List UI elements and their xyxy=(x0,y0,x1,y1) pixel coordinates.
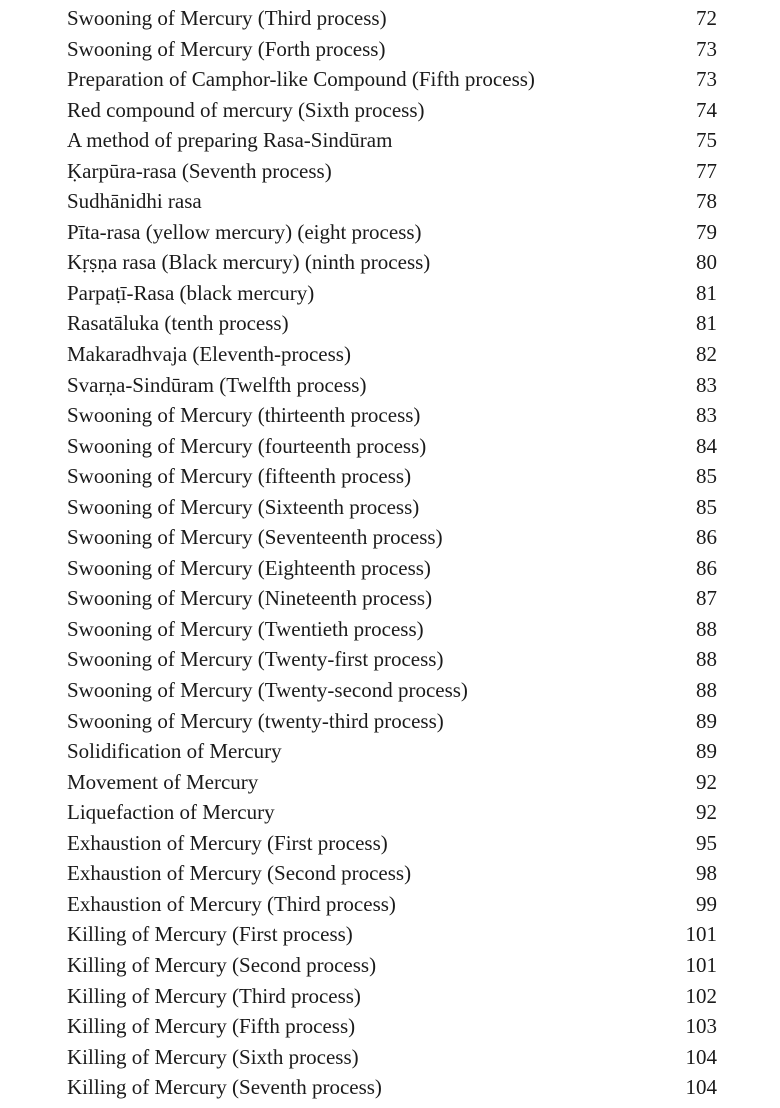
toc-entry-page-number: 77 xyxy=(696,158,717,183)
toc-entry xyxy=(67,1072,717,1103)
toc-entry xyxy=(67,400,717,431)
toc-entry-title: Swooning of Mercury (Eighteenth process) xyxy=(67,555,431,580)
toc-entry-title: A method of preparing Rasa-Sindūram xyxy=(67,128,393,153)
toc-entry-title: Swooning of Mercury (Nineteenth process) xyxy=(67,586,433,611)
toc-entry xyxy=(67,522,717,553)
toc-entry xyxy=(67,828,717,859)
toc-entry xyxy=(67,125,717,156)
toc-entry-page-number: 81 xyxy=(696,311,717,336)
toc-entry xyxy=(67,461,717,492)
toc-entry xyxy=(67,3,717,34)
toc-entry xyxy=(67,583,717,614)
toc-entry-page-number: 85 xyxy=(696,494,717,519)
toc-entry-page-number: 82 xyxy=(696,342,717,367)
toc-entry-title: Swooning of Mercury (Third process) xyxy=(67,6,387,30)
toc-entry-page-number: 104 xyxy=(685,1044,717,1069)
toc-entry xyxy=(67,186,717,217)
toc-entry-title: Swooning of Mercury (twenty-third process) xyxy=(67,708,444,733)
toc-entry-page-number: 87 xyxy=(696,586,717,611)
toc-entry-title: Exhaustion of Mercury (Second process) xyxy=(67,861,412,886)
toc-entry-title: Killing of Mercury (Third process) xyxy=(67,983,361,1008)
toc-entry xyxy=(67,981,717,1012)
toc-entry-page-number: 88 xyxy=(696,616,717,641)
toc-entry xyxy=(67,34,717,65)
toc-entry xyxy=(67,706,717,737)
toc-entry-title: Rasatāluka (tenth process) xyxy=(67,311,289,336)
toc-entry-page-number: 83 xyxy=(696,403,717,428)
toc-entry-page-number: 86 xyxy=(696,525,717,550)
toc-entry xyxy=(67,950,717,981)
toc-entry-page-number: 95 xyxy=(696,830,717,855)
toc-entry xyxy=(67,644,717,675)
toc-entry-title: Killing of Mercury (Sixth process) xyxy=(67,1044,359,1069)
toc-entry xyxy=(67,1042,717,1073)
toc-entry-page-number: 75 xyxy=(696,128,717,153)
toc-entry-title: Swooning of Mercury (Twenty-first process) xyxy=(67,647,444,672)
toc-entry-title: Makaradhvaja (Eleventh-process) xyxy=(67,342,351,367)
toc-entry-page-number: 85 xyxy=(696,464,717,489)
toc-entry-title: Sudhānidhi rasa xyxy=(67,189,202,214)
toc-entry-page-number: 98 xyxy=(696,861,717,886)
toc-entry xyxy=(67,889,717,920)
toc-entry-page-number: 88 xyxy=(696,647,717,672)
toc-entry-title: Killing of Mercury (Seventh process) xyxy=(67,1075,382,1100)
toc-entry-title: Killing of Mercury (First process) xyxy=(67,922,353,947)
toc-entry xyxy=(67,858,717,889)
toc-entry-page-number: 86 xyxy=(696,555,717,580)
toc-entry xyxy=(67,217,717,248)
toc-entry-title: Swooning of Mercury (Seventeenth process) xyxy=(67,525,443,550)
toc-entry-title: Parpaṭī-Rasa (black mercury) xyxy=(67,280,315,305)
toc-entry-title: Swooning of Mercury (Forth process) xyxy=(67,36,386,61)
toc-entry xyxy=(67,736,717,767)
toc-entry-page-number: 102 xyxy=(685,983,717,1008)
toc-entry-title: Ḳarpūra-rasa (Seventh process) xyxy=(67,158,332,183)
toc-entry xyxy=(67,370,717,401)
toc-entry-title: Exhaustion of Mercury (First process) xyxy=(67,830,388,855)
toc-entry-page-number: 83 xyxy=(696,372,717,397)
toc-entry-title: Red compound of mercury (Sixth process) xyxy=(67,97,425,122)
toc-entry xyxy=(67,797,717,828)
table-of-contents xyxy=(67,3,717,1103)
toc-entry-page-number: 73 xyxy=(696,36,717,61)
toc-entry-title: Movement of Mercury xyxy=(67,769,259,794)
toc-entry-title: Pīta-rasa (yellow mercury) (eight process) xyxy=(67,219,422,244)
toc-entry-title: Swooning of Mercury (fourteenth process) xyxy=(67,433,427,458)
toc-entry xyxy=(67,64,717,95)
toc-entry-page-number: 89 xyxy=(696,739,717,764)
toc-entry-page-number: 88 xyxy=(696,678,717,703)
toc-entry-title: Liquefaction of Mercury xyxy=(67,800,275,825)
toc-entry xyxy=(67,431,717,462)
toc-entry-title: Exhaustion of Mercury (Third process) xyxy=(67,891,396,916)
toc-entry-title: Preparation of Camphor-like Compound (Fifth process) xyxy=(67,67,535,92)
toc-entry-title: Swooning of Mercury (Twenty-second process) xyxy=(67,678,468,703)
toc-entry-page-number: 92 xyxy=(696,769,717,794)
toc-entry xyxy=(67,247,717,278)
toc-entry-title: Kṛṣṇa rasa (Black mercury) (ninth process) xyxy=(67,250,431,275)
toc-entry-title: Killing of Mercury (Fifth process) xyxy=(67,1014,356,1039)
toc-entry xyxy=(67,675,717,706)
toc-entry-page-number: 81 xyxy=(696,280,717,305)
toc-entry xyxy=(67,767,717,798)
toc-entry xyxy=(67,95,717,126)
toc-entry-title: Killing of Mercury (Second process) xyxy=(67,952,377,977)
toc-entry-title: Solidification of Mercury xyxy=(67,739,282,764)
toc-entry-title: Svarṇa-Sindūram (Twelfth process) xyxy=(67,372,367,397)
toc-entry-page-number: 74 xyxy=(696,97,717,122)
toc-entry xyxy=(67,156,717,187)
toc-entry-page-number: 101 xyxy=(685,952,717,977)
toc-entry xyxy=(67,1011,717,1042)
toc-entry-page-number: 104 xyxy=(685,1075,717,1100)
toc-entry-page-number: 84 xyxy=(696,433,717,458)
toc-entry-title: Swooning of Mercury (Sixteenth process) xyxy=(67,494,420,519)
toc-entry-page-number: 89 xyxy=(696,708,717,733)
toc-entry xyxy=(67,308,717,339)
toc-entry-page-number: 79 xyxy=(696,219,717,244)
toc-entry-page-number: 101 xyxy=(685,922,717,947)
toc-entry-page-number: 103 xyxy=(685,1014,717,1039)
toc-entry xyxy=(67,492,717,523)
toc-entry xyxy=(67,919,717,950)
toc-entry-page-number: 80 xyxy=(696,250,717,275)
toc-entry-page-number: 92 xyxy=(696,800,717,825)
toc-entry xyxy=(67,339,717,370)
toc-entry-page-number: 78 xyxy=(696,189,717,214)
toc-entry xyxy=(67,278,717,309)
toc-entry xyxy=(67,614,717,645)
toc-entry-title: Swooning of Mercury (thirteenth process) xyxy=(67,403,421,428)
toc-entry xyxy=(67,553,717,584)
toc-entry-page-number: 99 xyxy=(696,891,717,916)
toc-entry-page-number: 72 xyxy=(696,6,717,30)
toc-entry-title: Swooning of Mercury (Twentieth process) xyxy=(67,616,424,641)
toc-entry-title: Swooning of Mercury (fifteenth process) xyxy=(67,464,412,489)
toc-entry-page-number: 73 xyxy=(696,67,717,92)
